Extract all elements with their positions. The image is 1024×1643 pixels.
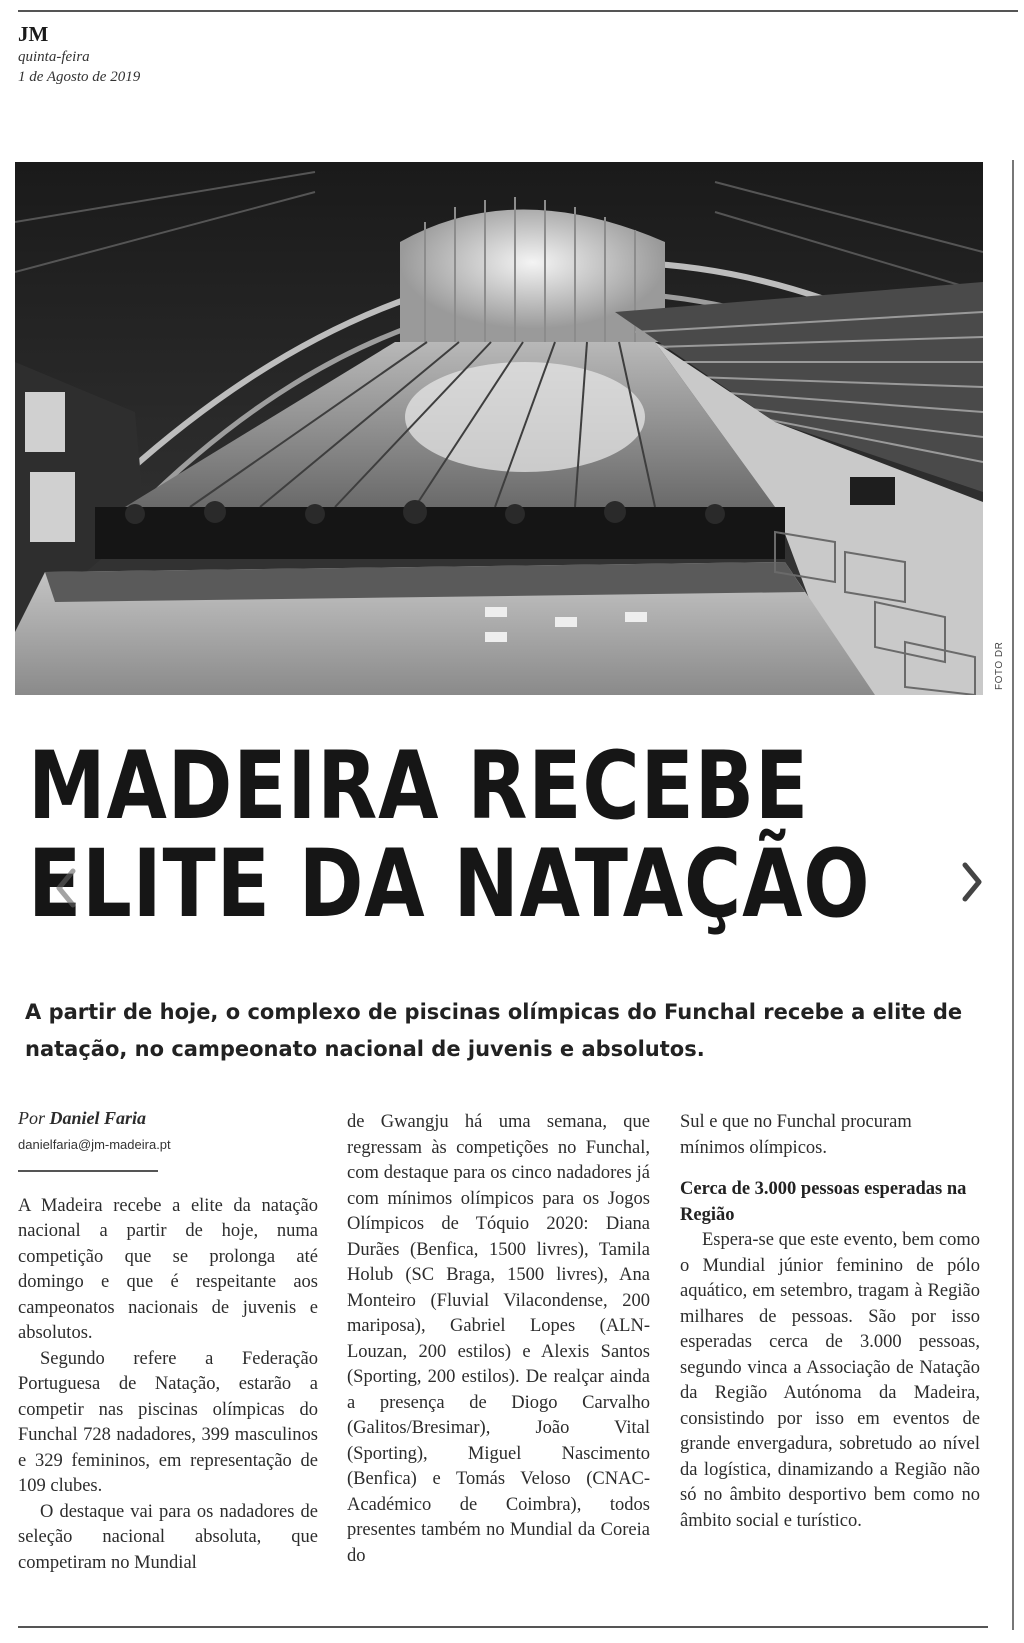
weekday: quinta-feira — [18, 49, 90, 65]
previous-button[interactable] — [46, 858, 86, 918]
byline-prefix: Por — [18, 1108, 45, 1128]
body-paragraph: O destaque vai para os nadadores de seleção nacional absoluta, que competiram no Mundial — [18, 1501, 318, 1573]
article-column-2 — [347, 1110, 650, 1569]
issue-date: 1 de Agosto de 2019 — [18, 69, 141, 85]
headline-line-2: ELITE DA NATAÇÃO — [28, 830, 871, 939]
body-paragraph: de Gwangju há uma semana, que regressam às competições no Funchal, com destaque para os cinco nadadores já com mínimos olímpicos para os Jogos Olímpicos de Tóquio 2020: Diana Durães (Benfica, 1500 livres), Tamila Holub (SC Braga, 1500 livres), Ana Monteiro (Fluvial Vilacondense, 200 mariposa), Gabriel Lopes (ALN-Louzan, 200 estilos) e Alexis Santos (Sporting, 200 estilos). De realçar ainda a presença de Diogo Carvalho (Galitos/Bresimar), João Vital (Sporting), Miguel Nascimento (Benfica) e Tomás Veloso (CNAC-Académico de Coimbra), todos presentes também no Mundial da Coreia do — [347, 1112, 650, 1566]
body-paragraph: Segundo refere a Federação Portuguesa de Natação, estarão a competir nas piscinas olímpicas do Funchal 728 nadadores, 399 masculinos e 329 femininos, em representação de 109 clubes. — [18, 1348, 318, 1496]
chevron-right-icon — [959, 861, 985, 903]
headline — [28, 732, 988, 939]
pool-photo — [15, 162, 983, 695]
lead-paragraph: A partir de hoje, o complexo de piscinas olímpicas do Funchal recebe a elite de natação, no campeonato nacional de juvenis e absolutos. — [25, 1000, 963, 1061]
masthead — [18, 22, 140, 87]
article-column-1 — [18, 1106, 318, 1576]
top-rule — [18, 10, 1018, 12]
next-button[interactable] — [952, 852, 992, 912]
subheading: Cerca de 3.000 pessoas esperadas na Região — [680, 1179, 967, 1225]
author-email[interactable]: danielfaria@jm-madeira.pt — [18, 1136, 171, 1152]
bottom-rule — [18, 1626, 988, 1628]
article-column-3 — [680, 1110, 980, 1534]
column-rule — [1012, 160, 1014, 1630]
byline — [18, 1106, 318, 1132]
chevron-left-icon — [53, 867, 79, 909]
body-paragraph: A Madeira recebe a elite da natação nacional a partir de hoje, numa competição que se prolonga até domingo e que é respeitante aos campeonatos nacionais de juvenis e absolutos. — [18, 1195, 318, 1343]
author-name: Daniel Faria — [49, 1108, 147, 1128]
body-paragraph: Sul e que no Funchal procuram mínimos olímpicos. — [680, 1112, 912, 1158]
headline-line-1: MADEIRA RECEBE — [28, 732, 810, 841]
photo-credit: FOTO DR — [994, 641, 1005, 690]
byline-rule — [18, 1170, 158, 1172]
body-paragraph: Espera-se que este evento, bem como o Mundial júnior feminino de pólo aquático, em setembro, tragam à Região milhares de pessoas. São por isso esperadas cerca de 3.000 pessoas, segundo vinca a Associação de Natação da Região Autónoma da Madeira, consistindo por isso em eventos de grande envergadura, sobretudo ao nível da logística, dinamizando a Região não só no âmbito desportivo bem como no âmbito social e turístico. — [680, 1230, 980, 1531]
publication-name: JM — [18, 22, 49, 46]
